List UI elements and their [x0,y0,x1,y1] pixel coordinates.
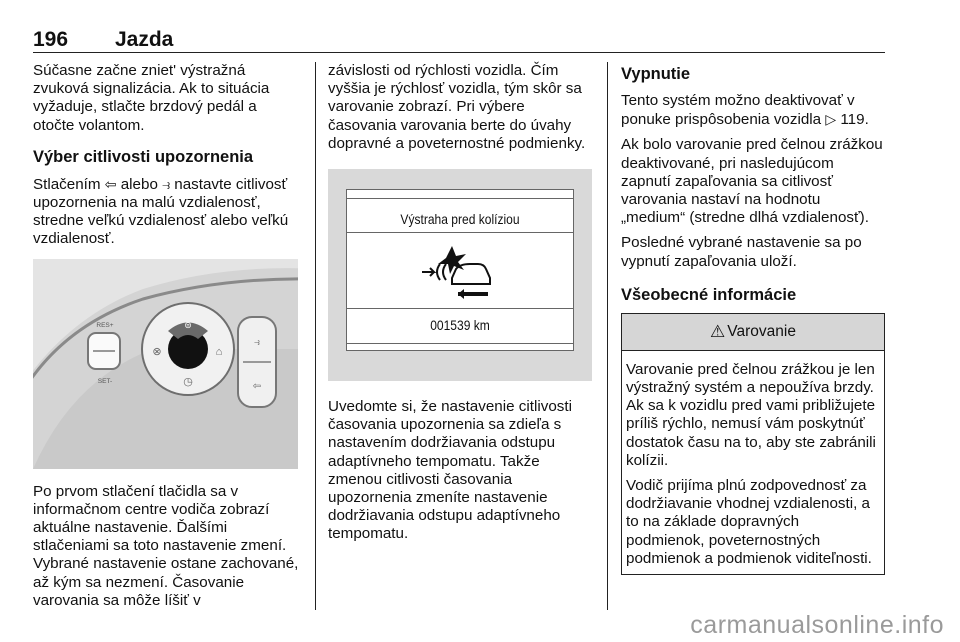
paragraph: Súčasne začne zniet' výstražná zvuková signalizácia. Ak to situácia vyžaduje, stlačte brzdový pedál a otočte volantom. [33,62,270,134]
column-2 [328,62,594,551]
paragraph: Posledné vybrané nastavenie sa po vypnutí zapaľovania uloží. [621,234,862,270]
section-heading: Výber citlivosti upozornenia [33,147,254,166]
sensitivity-increase-icon: ⥽ [162,175,171,192]
section-heading: Všeobecné informácie [621,285,797,304]
warning-header [622,314,884,351]
driver-info-display [346,189,574,351]
warning-title: Varovanie [727,322,796,340]
steering-wheel-controls-illustration [33,259,298,469]
svg-text:SET-: SET- [97,377,113,385]
paragraph: Stlačením ⇦ alebo ⥽ nastavte citlivosť upozornenia na malú vzdialenosť, stredne veľkú vzdialenosť alebo veľkú vzdialenosť. [33,175,289,248]
svg-text:◷: ◷ [183,375,193,388]
paragraph: Varovanie pred čelnou zrážkou je len výstražný systém a nepoužíva brzdy. Ak sa k vozidlu pred vami približujete príliš rýchlo, nemusí vám poskytnúť dostatok času na to, aby ste zabránili kolízii. [626,360,876,469]
paragraph: Vodič prijíma plnú zodpovednosť za dodržiavanie vhodnej vzdialenosti, a to na základe dopravných podmienok, poveternostných podmienok a podmienok viditeľnosti. [626,477,872,567]
svg-text:⇦: ⇦ [252,380,262,392]
svg-text:⥽: ⥽ [254,336,260,348]
warning-triangle-icon: ⚠ [710,321,726,341]
page-number: 196 [33,28,69,51]
column-3 [621,62,885,575]
section-heading: Vypnutie [621,65,691,83]
watermark: carmanualsonline.info [690,611,944,639]
odometer-reading: 001539 km [430,317,490,334]
column-1 [33,62,301,617]
svg-text:RES+: RES+ [96,321,114,329]
chapter-title: Jazda [115,28,174,51]
warning-body [622,351,884,568]
driver-display-figure [328,169,592,381]
paragraph: Tento systém možno deaktivovať v ponuke prispôsobenia vozidla ▷ 119. [621,92,869,129]
page-header [33,28,885,53]
svg-text:⊜: ⊜ [184,319,192,330]
paragraph: Ak bolo varovanie pred čelnou zrážkou deaktivované, pri nasledujúcom zapnutí zapaľovania sa citlivosť varovania nastaví na hodnotu „medium“ (stredne dlhá vzdialenosť). [621,136,883,227]
steering-wheel-controls-figure [33,259,298,469]
paragraph: závislosti od rýchlosti vozidla. Čím vyššia je rýchlosť vozidla, tým skôr sa varovanie zobrazí. Pri výbere časovania varovania berte do úvahy dopravné a poveternostné podmienky. [328,62,586,152]
collision-warning-icon [400,242,520,302]
svg-text:⊗: ⊗ [152,345,162,358]
page-reference-icon: ▷ [825,111,837,128]
column-divider-2 [607,62,608,610]
sensitivity-decrease-icon: ⇦ [104,175,117,192]
paragraph: Po prvom stlačení tlačidla sa v informačnom centre vodiča zobrazí aktuálne nastavenie. Ďalšími stlačeniami sa toto nastavenie zmení. Vybrané nastavenie ostane zachované, až kým sa nezmení. Časovanie varovania sa môže líšiť v [33,482,299,609]
paragraph: Uvedomte si, že nastavenie citlivosti časovania upozornenia sa zdieľa s nastavením dodržiavania odstupu adaptívneho tempomatu. Takže zmenou citlivosti časovania upozornenia zmeníte nastavenie dodržiavania odstupu adaptívneho tempomatu. [328,398,572,543]
svg-text:⌂: ⌂ [215,345,223,358]
display-title: Výstraha pred kolíziou [400,211,520,228]
warning-box [621,313,885,575]
column-divider-1 [315,62,316,610]
